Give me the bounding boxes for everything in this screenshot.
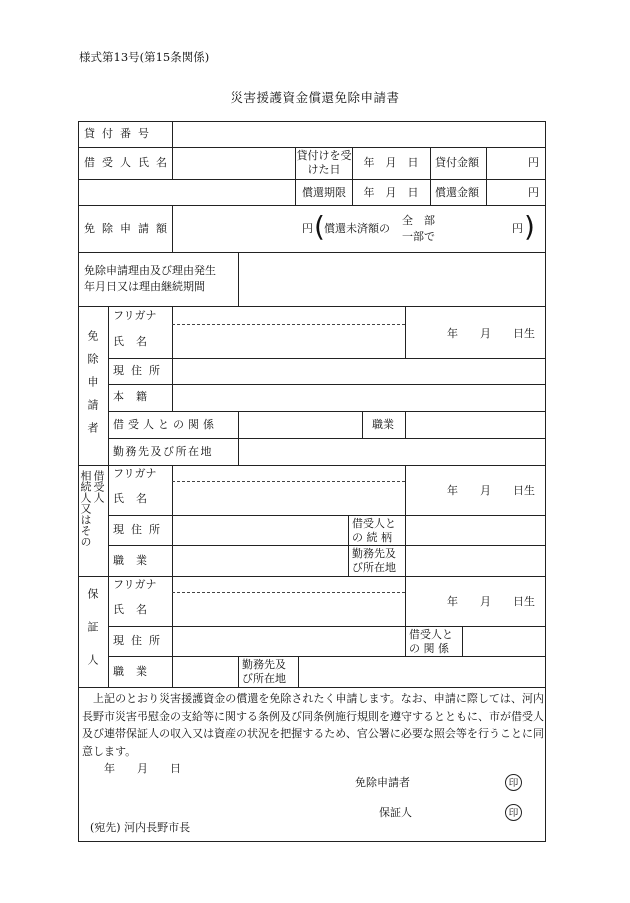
- furigana-dash: [172, 481, 405, 482]
- row-line: [78, 205, 546, 206]
- col-line: [238, 252, 239, 306]
- col-line: [172, 306, 173, 384]
- col-line: [462, 626, 463, 656]
- applicant-birth: 年 月 日生: [447, 327, 535, 340]
- col-line: [405, 465, 406, 576]
- reason-label-line2: 年月日又は理由継続期間: [84, 280, 205, 293]
- open-bracket: (: [314, 210, 325, 243]
- guarantor-section-label: 保証人: [86, 588, 99, 687]
- heir-section-label-1: 借受人: [92, 470, 105, 503]
- col-line: [238, 656, 239, 687]
- unpaid-yen: 円: [512, 222, 523, 235]
- row-line: [78, 576, 546, 577]
- heir-workplace-label-2: び所在地: [352, 561, 396, 574]
- exemption-amount-yen: 円: [302, 222, 313, 235]
- repaid-amount-yen: 円: [528, 186, 539, 199]
- col-line: [298, 656, 299, 687]
- loan-date-ymd: 年 月 日: [363, 156, 419, 169]
- furigana-dash: [172, 324, 405, 325]
- guarantor-birth: 年 月 日生: [447, 595, 535, 608]
- reason-label-line1: 免除申請理由及び理由発生: [84, 264, 216, 277]
- col-line: [405, 626, 406, 656]
- col-line: [405, 576, 406, 626]
- guarantor-address-label: 現住所: [113, 634, 167, 647]
- applicant-occupation-label: 職業: [372, 418, 394, 431]
- row-line: [108, 515, 546, 516]
- heir-occupation-label: 職業: [113, 554, 159, 567]
- repaid-amount-label: 償還金額: [435, 186, 479, 199]
- col-line: [172, 121, 173, 179]
- col-line: [430, 147, 431, 205]
- col-line: [486, 147, 487, 205]
- repay-deadline-ymd: 年 月 日: [363, 186, 419, 199]
- guarantor-workplace-label-2: び所在地: [242, 672, 286, 685]
- guarantor-occupation-label: 職業: [113, 665, 159, 678]
- col-line: [172, 384, 173, 411]
- section-col-line: [108, 306, 109, 687]
- applicant-address-label: 現住所: [113, 364, 167, 377]
- repay-deadline-label: 償還期限: [302, 186, 346, 199]
- row-line: [78, 306, 546, 307]
- consent-statement: 上記のとおり災害援護資金の償還を免除されたく申請します。なお、申請に際しては、河内長野市災害弔慰金の支給等に関する条例及び同条例施行規則を遵守するとともに、市が借受人及び連帯保証人の収入又は資産の状況を把握するため、官公署に必要な照会等を行うことに同意します。: [82, 692, 544, 758]
- heir-birth: 年 月 日生: [447, 484, 535, 497]
- borrower-name-label: 借受人氏名: [84, 156, 174, 169]
- row-line: [78, 147, 546, 148]
- guarantor-relation-label-1: 借受人と: [409, 628, 453, 641]
- one-part-option: 一部で: [402, 230, 435, 243]
- applicant-furigana-label: フリガナ: [113, 309, 157, 322]
- applicant-section-label: 免除申請者: [86, 330, 99, 445]
- loan-amount-yen: 円: [528, 156, 539, 169]
- applicant-workplace-label: 勤務先及び所在地: [113, 445, 213, 458]
- all-part-option: 全 部: [402, 214, 435, 227]
- furigana-dash: [172, 592, 405, 593]
- col-line: [362, 411, 363, 438]
- row-line: [78, 687, 546, 688]
- heir-relation-label-2: の 続 柄: [352, 531, 392, 544]
- col-line: [405, 306, 406, 358]
- addressee: (宛先) 河内長野市長: [90, 821, 191, 834]
- form-number: 様式第13号(第15条関係): [79, 50, 210, 64]
- footer-applicant-label: 免除申請者: [355, 776, 410, 789]
- guarantor-seal-icon: 印: [505, 804, 522, 821]
- row-line: [108, 411, 546, 412]
- row-line: [108, 626, 546, 627]
- applicant-domicile-label: 本籍: [113, 390, 159, 403]
- guarantor-relation-label-2: の 関 係: [409, 642, 449, 655]
- heir-furigana-label: フリガナ: [113, 467, 157, 480]
- guarantor-furigana-label: フリガナ: [113, 578, 157, 591]
- guarantor-workplace-label-1: 勤務先及: [242, 658, 286, 671]
- applicant-relation-label: 借受人との関係: [113, 418, 218, 431]
- exemption-amount-label: 免除申請額: [84, 222, 174, 235]
- row-line: [108, 438, 546, 439]
- col-line: [405, 411, 406, 438]
- document-title: 災害援護資金償還免除申請書: [230, 90, 400, 105]
- footer-guarantor-label: 保証人: [379, 806, 412, 819]
- row-line: [78, 252, 546, 253]
- row-line: [108, 545, 546, 546]
- loan-date-label: 貸付けを受けた日: [296, 149, 352, 176]
- row-line: [78, 179, 546, 180]
- row-line: [108, 656, 546, 657]
- heir-relation-label-1: 借受人と: [352, 517, 396, 530]
- loan-amount-label: 貸付金額: [435, 156, 479, 169]
- row-line: [108, 358, 546, 359]
- close-bracket: ): [524, 210, 535, 243]
- row-line: [78, 465, 546, 466]
- application-date: 年 月 日: [104, 762, 181, 775]
- heir-section-label-2: 相続人又はその: [79, 470, 92, 547]
- heir-workplace-label-1: 勤務先及: [352, 547, 396, 560]
- heir-address-label: 現住所: [113, 523, 167, 536]
- applicant-name-label: 氏名: [113, 335, 159, 348]
- guarantor-name-label: 氏名: [113, 603, 159, 616]
- loan-number-label: 貸付番号: [84, 127, 156, 140]
- applicant-seal-icon: 印: [505, 774, 522, 791]
- unpaid-amount-label: 償還未済額の: [324, 222, 390, 235]
- heir-name-label: 氏名: [113, 492, 159, 505]
- row-line: [108, 384, 546, 385]
